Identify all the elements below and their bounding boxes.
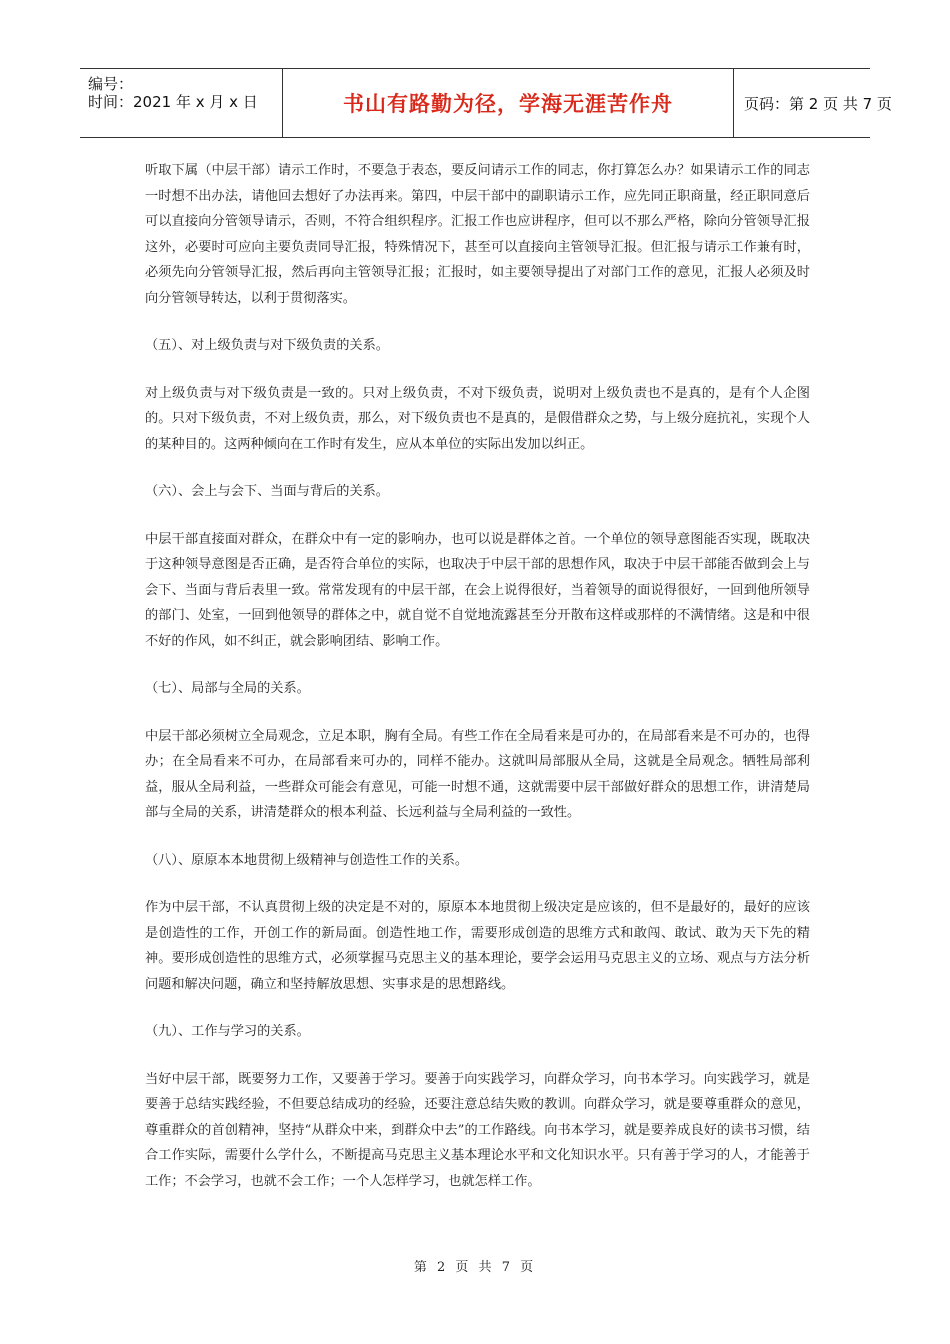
- header-motto: 书山有路勤为径，学海无涯苦作舟: [343, 92, 673, 116]
- header-page-cell: [734, 69, 892, 137]
- section-heading: （五）、对上级负责与对下级负责的关系。: [145, 338, 389, 353]
- header-page-code: 页码：第 2 页 共 7 页: [744, 94, 892, 113]
- document-code-label: 编号：: [88, 75, 134, 93]
- page-footer: 第 2 页 共 7 页: [413, 1260, 537, 1275]
- body-paragraph: 中层干部必须树立全局观念，立足本职，胸有全局。有些工作在全局看来是可办的，在局部看来是不可办的，也得办；在全局看来不可办，在局部看来可办的，同样不能办。这就叫局部服从全局，这就是全局观念。牺牲局部利益，服从全局利益，一些群众可能会有意见，可能一时想不通，这就需要中层干部做好群众的思想工作，讲清楚局部与全局的关系，讲清楚群众的根本利益、长远利益与全局利益的一致性。: [145, 728, 810, 820]
- body-paragraph: 听取下属（中层干部）请示工作时，不要急于表态，要反问请示工作的同志，你打算怎么办？如果请示工作的同志一时想不出办法，请他回去想好了办法再来。第四，中层干部中的副职请示工作，应先同正职商量，经正职同意后可以直接向分管领导请示，否则，不符合组织程序。汇报工作也应讲程序，但可以不那么严格，除向分管领导汇报这外，必要时可应向主要负责同导汇报，特殊情况下，甚至可以直接向主管领导汇报。但汇报与请示工作兼有时，必须先向分管领导汇报，然后再向主管领导汇报；汇报时，如主要领导提出了对部门工作的意见，汇报人必须及时向分管领导转达，以利于贯彻落实。: [145, 163, 810, 306]
- document-body: [145, 158, 810, 1216]
- section-heading: （七）、局部与全局的关系。: [145, 681, 310, 696]
- document-time-label: 时间：2021 年 x 月 x 日: [88, 93, 258, 111]
- header-info-cell: [80, 69, 283, 137]
- body-paragraph: 当好中层干部，既要努力工作，又要善于学习。要善于向实践学习，向群众学习，向书本学习。向实践学习，就是要善于总结实践经验，不但要总结成功的经验，还要注意总结失败的教训。向群众学习，就是要尊重群众的意见，尊重群众的首创精神，坚持“从群众中来，到群众中去”的工作路线。向书本学习，就是要养成良好的读书习惯，结合工作实际，需要什么学什么，不断提高马克思主义基本理论水平和文化知识水平。只有善于学习的人，才能善于工作；不会学习，也就不会工作；一个人怎样学习，也就怎样工作。: [145, 1071, 810, 1189]
- header-motto-cell: [283, 69, 734, 137]
- section-heading: （六）、会上与会下、当面与背后的关系。: [145, 484, 389, 499]
- body-paragraph: 对上级负责与对下级负责是一致的。只对上级负责，不对下级负责，说明对上级负责也不是真的，是有个人企图的。只对下级负责，不对上级负责，那么，对下级负责也不是真的，是假借群众之势，与上级分庭抗礼，实现个人的某种目的。这两种倾向在工作时有发生，应从本单位的实际出发加以纠正。: [145, 385, 810, 452]
- section-heading: （九）、工作与学习的关系。: [145, 1024, 310, 1039]
- document-header: [80, 68, 892, 138]
- section-heading: （八）、原原本本地贯彻上级精神与创造性工作的关系。: [145, 852, 469, 868]
- body-paragraph: 作为中层干部，不认真贯彻上级的决定是不对的，原原本本地贯彻上级决定是应该的，但不是最好的，最好的应该是创造性的工作，开创工作的新局面。创造性地工作，需要形成创造的思维方式和敢闯、敢试、敢为天下先的精神。要形成创造性的思维方式，必须掌握马克思主义的基本理论，要学会运用马克思主义的立场、观点与方法分析问题和解决问题，确立和坚持解放思想、实事求是的思想路线。: [145, 900, 810, 992]
- body-paragraph: 中层干部直接面对群众，在群众中有一定的影响办，也可以说是群体之首。一个单位的领导意图能否实现，既取决于这种领导意图是否正确，是否符合单位的实际，也取决于中层干部的思想作风，取决于中层干部能否做到会上与会下、当面与背后表里一致。常常发现有的中层干部，在会上说得很好，当着领导的面说得很好，一回到他所领导的部门、处室，一回到他领导的群体之中，就自觉不自觉地流露甚至分开散布这样或那样的不满情绪。这是和中很不好的作风，如不纠正，就会影响团结、影响工作。: [145, 531, 810, 649]
